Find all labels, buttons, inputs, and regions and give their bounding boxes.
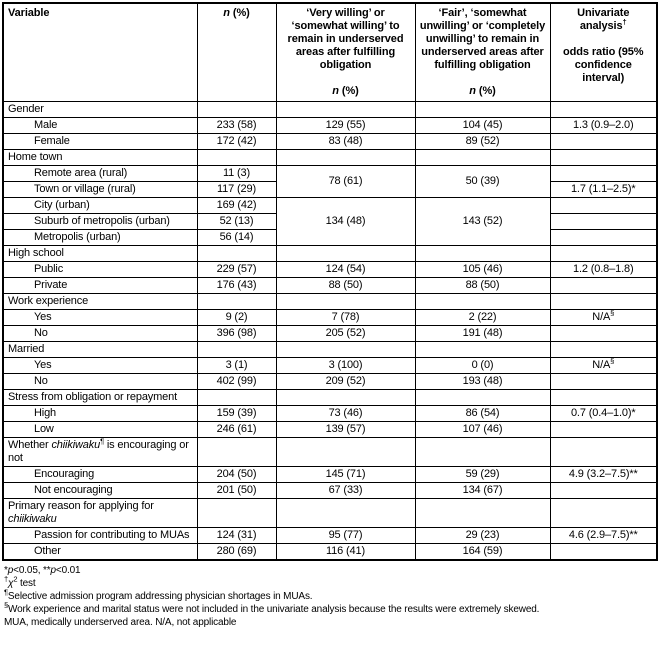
row-label: Work experience <box>3 294 197 310</box>
table-cell <box>197 342 276 358</box>
table-cell <box>415 438 550 467</box>
table-cell: N/A§ <box>550 310 657 326</box>
row-label: No <box>3 326 197 342</box>
table-cell: 83 (48) <box>276 134 415 150</box>
row-label: Male <box>3 118 197 134</box>
column-header-1: Variable <box>3 3 197 102</box>
table-cell: 139 (57) <box>276 422 415 438</box>
row-label: High school <box>3 246 197 262</box>
data-row <box>3 166 657 182</box>
table-cell: 73 (46) <box>276 406 415 422</box>
data-row <box>3 134 657 150</box>
table-cell: 107 (46) <box>415 422 550 438</box>
table-cell: 134 (48) <box>276 198 415 246</box>
column-header-2: n (%) <box>197 3 276 102</box>
row-label: Whether chiikiwaku¶ is encouraging or not <box>3 438 197 467</box>
row-label: Stress from obligation or repayment <box>3 390 197 406</box>
row-label: No <box>3 374 197 390</box>
row-label: Other <box>3 544 197 561</box>
table-cell: 9 (2) <box>197 310 276 326</box>
row-label: High <box>3 406 197 422</box>
table-cell <box>550 230 657 246</box>
table-cell: 124 (31) <box>197 528 276 544</box>
table-cell <box>550 102 657 118</box>
row-label: Primary reason for applying for chiikiwaku <box>3 499 197 528</box>
row-label: Remote area (rural) <box>3 166 197 182</box>
table-body <box>3 102 657 561</box>
table-cell: 201 (50) <box>197 483 276 499</box>
table-cell: 50 (39) <box>415 166 550 198</box>
table-cell: 2 (22) <box>415 310 550 326</box>
table-cell: 89 (52) <box>415 134 550 150</box>
footnote-3: ¶Selective admission program addressing physician shortages in MUAs. <box>4 587 313 602</box>
table-cell: 88 (50) <box>415 278 550 294</box>
column-header-4: ‘Fair’, ‘somewhat unwilling’ or ‘completely unwilling’ to remain in underserved areas after fulfilling obligation n (%) <box>415 3 550 102</box>
column-header-3: ‘Very willing’ or ‘somewhat willing’ to remain in underserved areas after fulfilling obligation n (%) <box>276 3 415 102</box>
table-cell <box>276 438 415 467</box>
row-label: City (urban) <box>3 198 197 214</box>
footnote-1: *p<0.05, **p<0.01 <box>4 565 81 576</box>
table-cell <box>550 246 657 262</box>
table-cell <box>276 294 415 310</box>
section-row <box>3 102 657 118</box>
table-cell <box>550 499 657 528</box>
table-cell: 1.3 (0.9–2.0) <box>550 118 657 134</box>
table-cell: 105 (46) <box>415 262 550 278</box>
table-cell: 280 (69) <box>197 544 276 561</box>
table-cell: 86 (54) <box>415 406 550 422</box>
table-cell <box>415 342 550 358</box>
row-label: Home town <box>3 150 197 166</box>
table-cell: 7 (78) <box>276 310 415 326</box>
table-cell <box>550 390 657 406</box>
section-row <box>3 390 657 406</box>
table-cell <box>276 390 415 406</box>
data-row <box>3 358 657 374</box>
footnote-5: MUA, medically underserved area. N/A, not applicable <box>4 617 237 628</box>
table-cell: 124 (54) <box>276 262 415 278</box>
table-cell <box>550 438 657 467</box>
table-cell: 56 (14) <box>197 230 276 246</box>
table-cell: 4.6 (2.9–7.5)** <box>550 528 657 544</box>
table-header <box>3 3 657 102</box>
table-cell: 229 (57) <box>197 262 276 278</box>
table-cell: 143 (52) <box>415 198 550 246</box>
section-row <box>3 294 657 310</box>
table-cell: 88 (50) <box>276 278 415 294</box>
table-cell: 52 (13) <box>197 214 276 230</box>
table-cell: N/A§ <box>550 358 657 374</box>
footnotes <box>2 564 656 629</box>
table-cell <box>550 326 657 342</box>
row-label: Female <box>3 134 197 150</box>
table-cell: 134 (67) <box>415 483 550 499</box>
table-cell: 59 (29) <box>415 467 550 483</box>
table-cell: 233 (58) <box>197 118 276 134</box>
table-cell <box>550 134 657 150</box>
data-row <box>3 118 657 134</box>
table-cell: 402 (99) <box>197 374 276 390</box>
table-cell <box>197 438 276 467</box>
table-cell: 246 (61) <box>197 422 276 438</box>
table-cell: 4.9 (3.2–7.5)** <box>550 467 657 483</box>
table-cell: 11 (3) <box>197 166 276 182</box>
row-label: Suburb of metropolis (urban) <box>3 214 197 230</box>
table-cell: 117 (29) <box>197 182 276 198</box>
header-row <box>3 3 657 102</box>
data-row <box>3 278 657 294</box>
table-cell <box>550 214 657 230</box>
data-row <box>3 262 657 278</box>
table-cell <box>197 294 276 310</box>
section-row <box>3 499 657 528</box>
data-row <box>3 374 657 390</box>
table-cell <box>550 278 657 294</box>
table-cell <box>550 374 657 390</box>
table-cell <box>276 499 415 528</box>
table-cell: 164 (59) <box>415 544 550 561</box>
data-row <box>3 406 657 422</box>
section-row <box>3 342 657 358</box>
table-cell: 191 (48) <box>415 326 550 342</box>
data-row <box>3 422 657 438</box>
section-row <box>3 438 657 467</box>
row-label: Encouraging <box>3 467 197 483</box>
row-label: Public <box>3 262 197 278</box>
table-cell <box>550 150 657 166</box>
table-cell: 29 (23) <box>415 528 550 544</box>
row-label: Low <box>3 422 197 438</box>
table-cell <box>276 102 415 118</box>
data-row <box>3 483 657 499</box>
table-cell <box>415 246 550 262</box>
table-cell: 193 (48) <box>415 374 550 390</box>
table-cell <box>276 150 415 166</box>
table-cell: 1.2 (0.8–1.8) <box>550 262 657 278</box>
data-row <box>3 326 657 342</box>
table-cell: 129 (55) <box>276 118 415 134</box>
table-cell: 104 (45) <box>415 118 550 134</box>
footnote-2: $^\dagger\chi^2$ test <box>4 574 36 589</box>
row-label: Married <box>3 342 197 358</box>
row-label: Yes <box>3 358 197 374</box>
table-cell <box>197 390 276 406</box>
table-cell <box>415 499 550 528</box>
table-cell <box>550 294 657 310</box>
table-cell <box>550 422 657 438</box>
table-cell: 67 (33) <box>276 483 415 499</box>
table-cell: 169 (42) <box>197 198 276 214</box>
row-label: Town or village (rural) <box>3 182 197 198</box>
table-cell: 3 (1) <box>197 358 276 374</box>
table-cell: 145 (71) <box>276 467 415 483</box>
section-row <box>3 246 657 262</box>
table-cell: 3 (100) <box>276 358 415 374</box>
table-cell: 116 (41) <box>276 544 415 561</box>
data-row <box>3 544 657 561</box>
table-cell <box>197 102 276 118</box>
table-cell: 204 (50) <box>197 467 276 483</box>
row-label: Not encouraging <box>3 483 197 499</box>
table-cell: 159 (39) <box>197 406 276 422</box>
table-cell <box>550 198 657 214</box>
data-row <box>3 198 657 214</box>
row-label: Passion for contributing to MUAs <box>3 528 197 544</box>
section-row <box>3 150 657 166</box>
footnote-4: §Work experience and marital status were not included in the univariate analysis because the results were extremely skewed. <box>4 600 540 615</box>
data-row <box>3 310 657 326</box>
row-label: Gender <box>3 102 197 118</box>
table-cell: 0 (0) <box>415 358 550 374</box>
table-cell <box>550 544 657 561</box>
row-label: Metropolis (urban) <box>3 230 197 246</box>
table-cell: 1.7 (1.1–2.5)* <box>550 182 657 198</box>
table-cell <box>415 150 550 166</box>
table-cell <box>276 246 415 262</box>
table-cell: 95 (77) <box>276 528 415 544</box>
row-label: Yes <box>3 310 197 326</box>
table-cell <box>276 342 415 358</box>
table-cell: 172 (42) <box>197 134 276 150</box>
table-cell: 0.7 (0.4–1.0)* <box>550 406 657 422</box>
table-cell: 78 (61) <box>276 166 415 198</box>
table-cell <box>550 342 657 358</box>
table-cell <box>550 166 657 182</box>
table-cell: 176 (43) <box>197 278 276 294</box>
data-row <box>3 528 657 544</box>
results-table <box>2 2 658 561</box>
row-label: Private <box>3 278 197 294</box>
data-row <box>3 467 657 483</box>
table-cell: 209 (52) <box>276 374 415 390</box>
table-cell <box>415 102 550 118</box>
table-cell <box>197 499 276 528</box>
table-cell <box>415 390 550 406</box>
table-cell: 205 (52) <box>276 326 415 342</box>
table-cell <box>197 246 276 262</box>
table-cell <box>550 483 657 499</box>
table-cell: 396 (98) <box>197 326 276 342</box>
table-cell <box>197 150 276 166</box>
column-header-5: Univariate analysis† odds ratio (95% confidence interval) <box>550 3 657 102</box>
table-cell <box>415 294 550 310</box>
